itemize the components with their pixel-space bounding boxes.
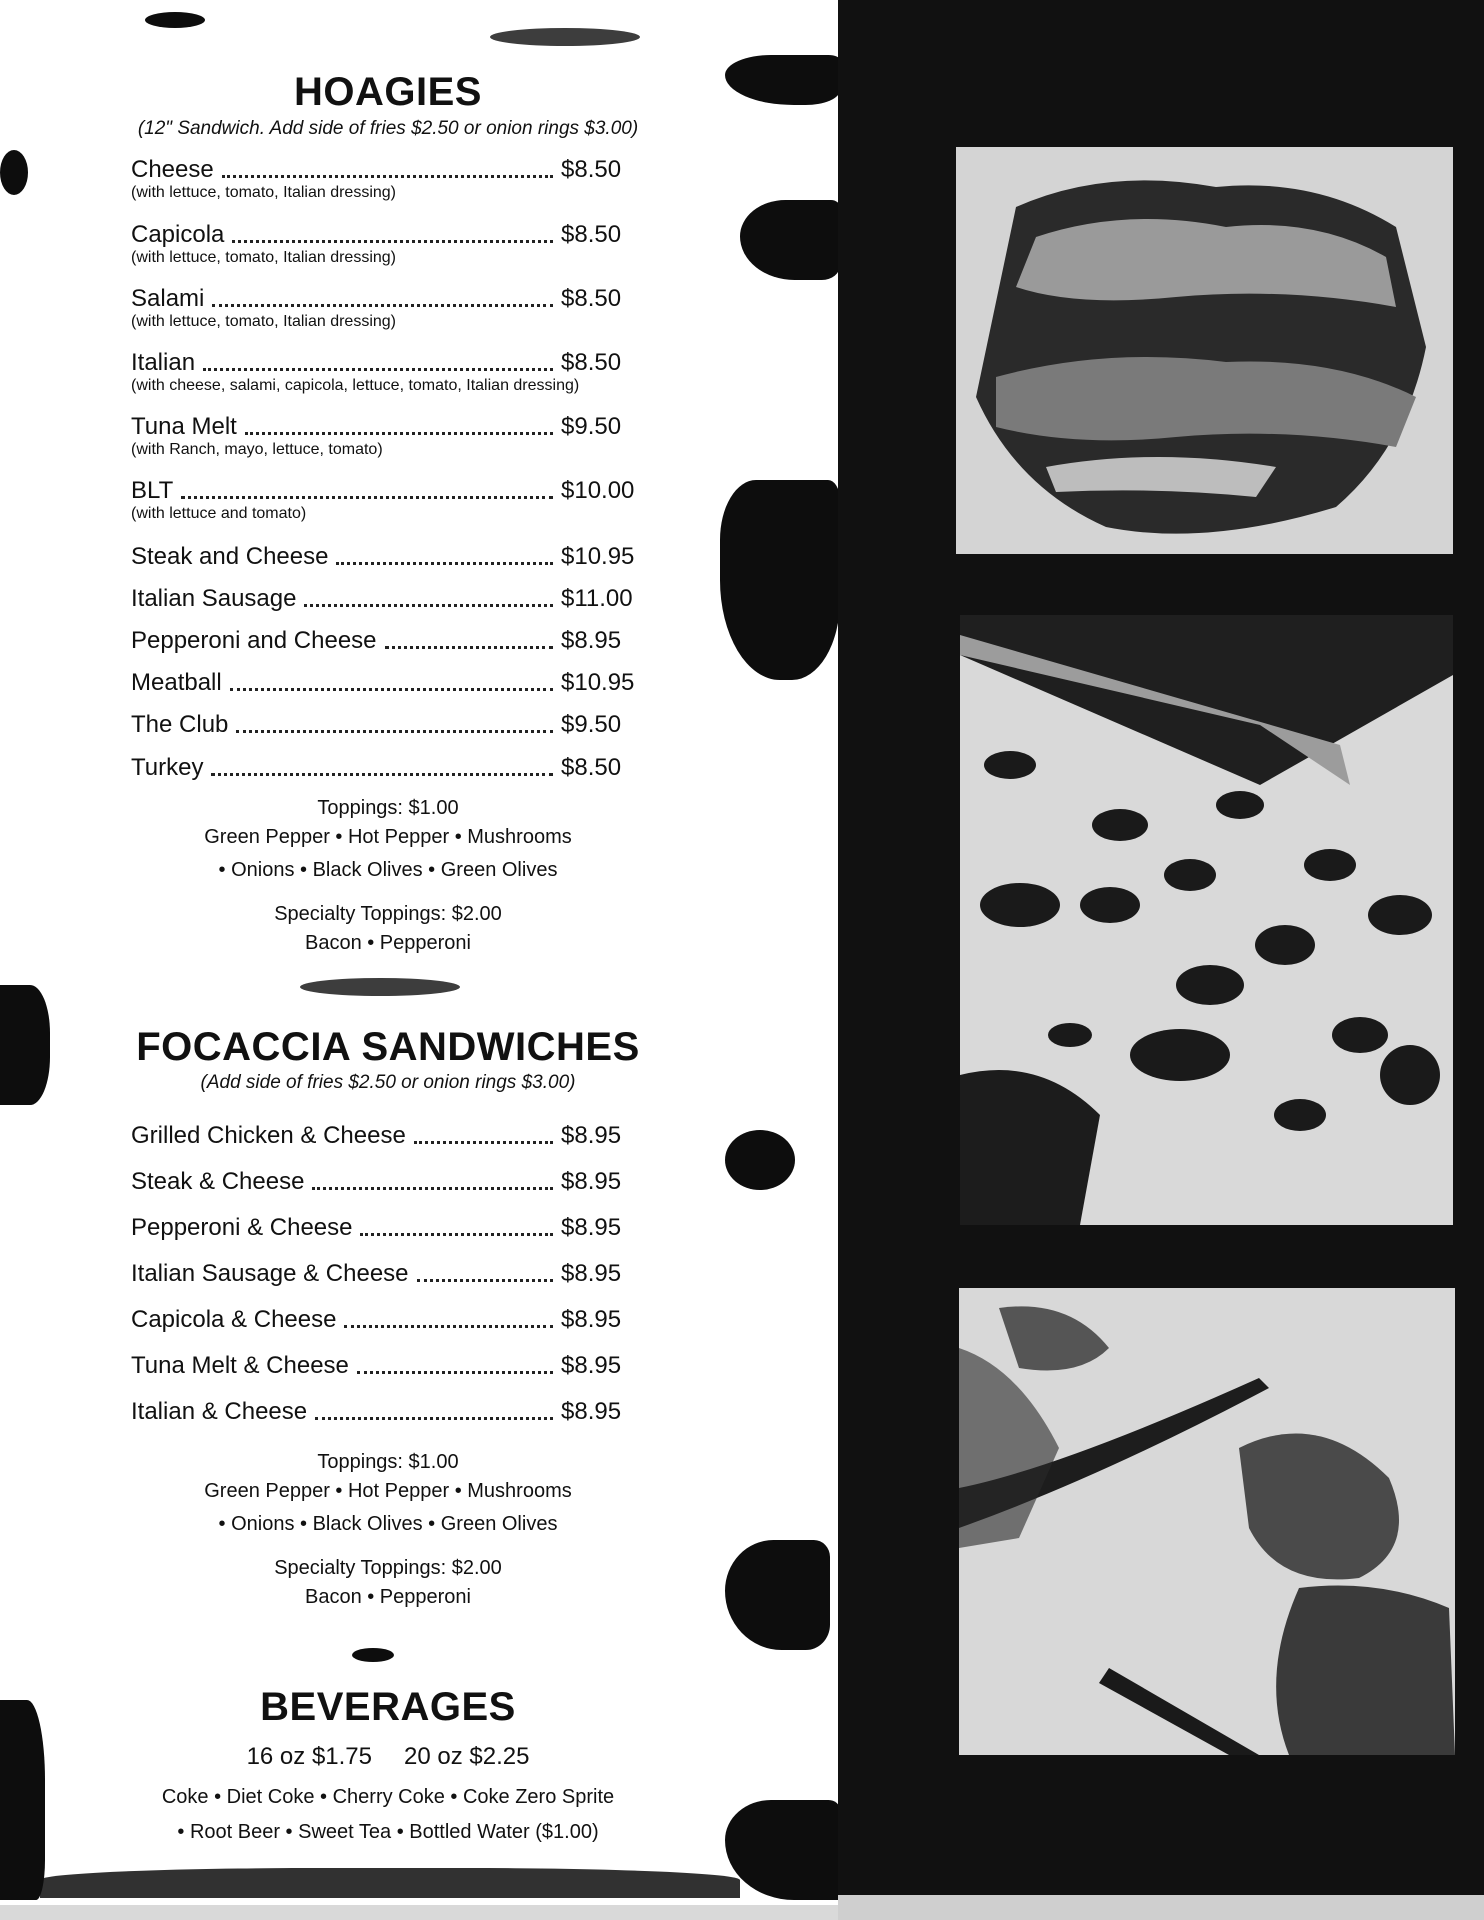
menu-item-turkey bbox=[131, 754, 641, 782]
ink-blot bbox=[145, 12, 205, 28]
item-price: $8.95 bbox=[561, 1260, 622, 1287]
item-name: The Club bbox=[131, 711, 229, 738]
menu-item-grilled-chicken-cheese bbox=[131, 1122, 641, 1150]
menu-item-steak-and-cheese bbox=[131, 543, 641, 571]
dot-leader bbox=[312, 1187, 553, 1190]
menu-item-italian-cheese bbox=[131, 1398, 641, 1426]
item-name: Tuna Melt bbox=[131, 413, 237, 440]
item-name: Salami bbox=[131, 285, 205, 312]
item-description: (with lettuce, tomato, Italian dressing) bbox=[131, 313, 397, 330]
menu-item-tuna-melt-cheese bbox=[131, 1352, 641, 1380]
item-name: Meatball bbox=[131, 669, 222, 696]
ink-blot bbox=[0, 150, 28, 195]
ink-blot bbox=[720, 480, 840, 680]
item-name: Pepperoni and Cheese bbox=[131, 627, 377, 654]
dot-leader bbox=[203, 368, 553, 371]
dot-leader bbox=[304, 604, 553, 607]
item-price: $8.95 bbox=[561, 1306, 622, 1333]
item-name: Capicola bbox=[131, 221, 225, 248]
focaccia-title: FOCACCIA SANDWICHES bbox=[136, 1025, 640, 1069]
dot-leader bbox=[232, 240, 553, 243]
item-name: Turkey bbox=[131, 754, 204, 781]
beverage-sizes bbox=[0, 1743, 776, 1771]
dot-leader bbox=[360, 1233, 553, 1236]
hoagies-title: HOAGIES bbox=[294, 70, 482, 114]
menu-item-salami bbox=[131, 285, 641, 331]
menu-item-pepperoni-cheese bbox=[131, 1214, 641, 1242]
specialty-toppings-label: Specialty Toppings: $2.00 bbox=[274, 903, 502, 925]
item-name: Italian bbox=[131, 349, 196, 376]
item-price: $10.95 bbox=[561, 669, 635, 696]
item-name: Cheese bbox=[131, 156, 214, 183]
hoagies-subtitle: (12" Sandwich. Add side of fries $2.50 or onion rings $3.00) bbox=[137, 118, 639, 139]
specialty-toppings-list: Bacon • Pepperoni bbox=[304, 1586, 471, 1608]
menu-item-italian-sausage-cheese bbox=[131, 1260, 641, 1288]
item-price: $8.95 bbox=[561, 1398, 622, 1425]
size-16oz: 16 oz $1.75 bbox=[246, 1743, 372, 1770]
item-price: $8.95 bbox=[561, 1352, 622, 1379]
item-price: $10.95 bbox=[561, 543, 635, 570]
toppings-label: Toppings: $1.00 bbox=[317, 797, 459, 819]
menu-item-capicola-cheese bbox=[131, 1306, 641, 1334]
beverages-title: BEVERAGES bbox=[260, 1685, 516, 1729]
item-price: $8.50 bbox=[561, 349, 622, 376]
ink-blot bbox=[740, 200, 840, 280]
item-description: (with lettuce, tomato, Italian dressing) bbox=[131, 249, 397, 266]
menu-item-meatball bbox=[131, 669, 641, 697]
menu-item-the-club bbox=[131, 711, 641, 739]
menu-item-pepperoni-and-cheese bbox=[131, 627, 641, 655]
dot-leader bbox=[414, 1141, 553, 1144]
toppings-list: • Onions • Black Olives • Green Olives bbox=[218, 859, 558, 881]
item-price: $8.95 bbox=[561, 1168, 622, 1195]
dot-leader bbox=[222, 175, 553, 178]
item-name: BLT bbox=[131, 477, 174, 504]
item-name: Steak & Cheese bbox=[131, 1168, 305, 1195]
item-price: $8.95 bbox=[561, 627, 622, 654]
focaccia-subtitle: (Add side of fries $2.50 or onion rings $3.00) bbox=[200, 1072, 576, 1093]
dot-leader bbox=[245, 432, 553, 435]
item-price: $8.95 bbox=[561, 1122, 622, 1149]
specialty-toppings-label: Specialty Toppings: $2.00 bbox=[274, 1557, 502, 1579]
ink-blot bbox=[725, 1130, 795, 1190]
item-price: $8.50 bbox=[561, 156, 622, 183]
dot-leader bbox=[385, 646, 553, 649]
item-price: $9.50 bbox=[561, 711, 622, 738]
dot-leader bbox=[417, 1279, 553, 1282]
toppings-list: • Onions • Black Olives • Green Olives bbox=[218, 1513, 558, 1535]
item-name: Pepperoni & Cheese bbox=[131, 1214, 353, 1241]
dot-leader bbox=[357, 1371, 553, 1374]
photo-panel bbox=[838, 0, 1484, 1895]
item-price: $9.50 bbox=[561, 413, 622, 440]
dot-leader bbox=[236, 730, 553, 733]
toppings-label: Toppings: $1.00 bbox=[317, 1451, 459, 1473]
item-price: $11.00 bbox=[561, 585, 633, 612]
beverage-list: Coke • Diet Coke • Cherry Coke • Coke Zero Sprite bbox=[161, 1786, 615, 1808]
item-price: $10.00 bbox=[561, 477, 635, 504]
item-description: (with lettuce and tomato) bbox=[131, 505, 307, 522]
dot-leader bbox=[315, 1417, 553, 1420]
size-20oz: 20 oz $2.25 bbox=[404, 1743, 530, 1770]
ink-blot bbox=[300, 978, 460, 996]
ink-blot bbox=[490, 28, 640, 46]
dessert-photo bbox=[959, 1288, 1455, 1755]
beverage-list: • Root Beer • Sweet Tea • Bottled Water ($1.00) bbox=[177, 1821, 599, 1843]
menu-item-capicola bbox=[131, 221, 641, 267]
item-name: Italian Sausage & Cheese bbox=[131, 1260, 409, 1287]
dot-leader bbox=[336, 562, 553, 565]
dot-leader bbox=[212, 304, 553, 307]
item-price: $8.50 bbox=[561, 285, 622, 312]
item-name: Grilled Chicken & Cheese bbox=[131, 1122, 406, 1149]
toppings-list: Green Pepper • Hot Pepper • Mushrooms bbox=[204, 1480, 572, 1502]
ink-blot bbox=[40, 1868, 740, 1898]
dot-leader bbox=[230, 688, 553, 691]
toppings-list: Green Pepper • Hot Pepper • Mushrooms bbox=[204, 826, 572, 848]
item-name: Tuna Melt & Cheese bbox=[131, 1352, 349, 1379]
menu-item-tuna-melt bbox=[131, 413, 641, 459]
item-description: (with lettuce, tomato, Italian dressing) bbox=[131, 184, 397, 201]
page-edge bbox=[838, 1895, 1484, 1920]
ink-blot bbox=[725, 1800, 840, 1900]
item-price: $8.50 bbox=[561, 221, 622, 248]
item-name: Italian Sausage bbox=[131, 585, 297, 612]
item-price: $8.95 bbox=[561, 1214, 622, 1241]
sandwich-photo bbox=[956, 147, 1453, 554]
ink-blot bbox=[352, 1648, 394, 1662]
item-name: Capicola & Cheese bbox=[131, 1306, 337, 1333]
menu-item-italian-sausage bbox=[131, 585, 641, 613]
menu-item-steak-cheese bbox=[131, 1168, 641, 1196]
pizza-photo bbox=[960, 615, 1453, 1225]
item-description: (with Ranch, mayo, lettuce, tomato) bbox=[131, 441, 383, 458]
dot-leader bbox=[211, 773, 553, 776]
dot-leader bbox=[344, 1325, 553, 1328]
item-name: Steak and Cheese bbox=[131, 543, 329, 570]
item-name: Italian & Cheese bbox=[131, 1398, 308, 1425]
dot-leader bbox=[181, 496, 553, 499]
menu-item-blt bbox=[131, 477, 641, 523]
item-price: $8.50 bbox=[561, 754, 622, 781]
item-description: (with cheese, salami, capicola, lettuce, tomato, Italian dressing) bbox=[131, 377, 580, 394]
menu-item-cheese bbox=[131, 156, 641, 202]
menu-item-italian bbox=[131, 349, 641, 395]
specialty-toppings-list: Bacon • Pepperoni bbox=[304, 932, 471, 954]
